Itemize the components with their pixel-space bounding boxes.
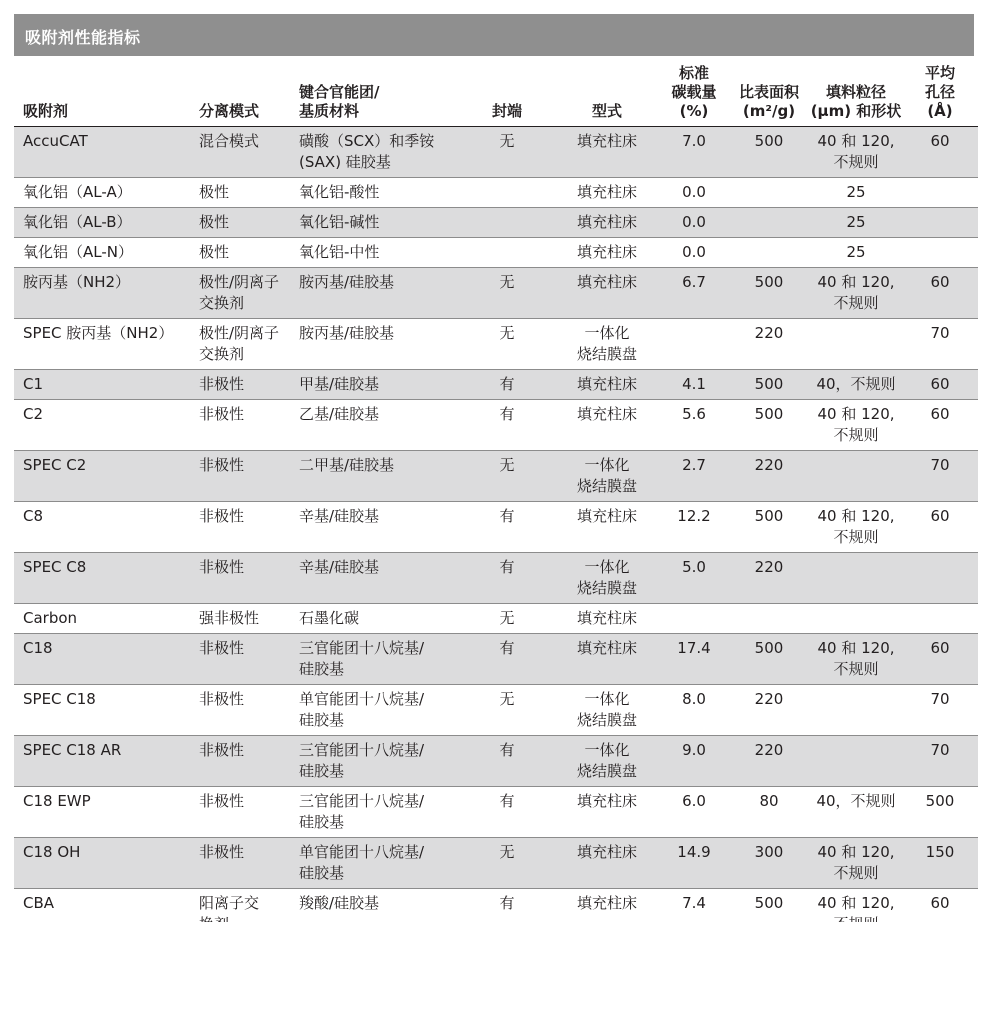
col-separation-mode-cell: 极性/阴离子 交换剂 [190, 319, 290, 370]
col-format-cell: 填充柱床 [554, 634, 660, 685]
col-carbon-load-cell: 6.7 [660, 268, 728, 319]
col-endcapping-cell: 有 [460, 787, 554, 838]
col-carbon-load-header: 标准 碳载量 (%) [660, 62, 728, 127]
col-sorbent-cell: 氧化铝（AL-N） [14, 238, 190, 268]
col-separation-mode-cell: 非极性 [190, 736, 290, 787]
col-particle-size-cell: 40 和 120, 不规则 [810, 127, 902, 178]
col-separation-mode-cell: 非极性 [190, 787, 290, 838]
col-bonded-phase-cell: 三官能团十八烷基/ 硅胶基 [290, 634, 460, 685]
col-carbon-load-cell: 12.2 [660, 502, 728, 553]
col-particle-size-cell: 40 和 120, [810, 889, 902, 940]
col-particle-size-cell: 40 和 120, 不规则 [810, 838, 902, 889]
section-title-bar [14, 14, 974, 56]
col-bonded-phase-cell: 氧化铝-中性 [290, 238, 460, 268]
col-endcapping-cell: 无 [460, 451, 554, 502]
table-row [14, 268, 978, 319]
col-bonded-phase-cell: 胺丙基/硅胶基 [290, 268, 460, 319]
col-sorbent-cell: 氧化铝（AL-B） [14, 208, 190, 238]
col-bonded-phase-cell: 辛基/硅胶基 [290, 502, 460, 553]
table-row [14, 502, 978, 553]
col-pore-size-cell: 70 [902, 685, 978, 736]
table-row [14, 238, 978, 268]
col-format-cell: 填充柱床 [554, 889, 660, 940]
col-pore-size-cell: 60 [902, 634, 978, 685]
col-surface-area-cell [728, 208, 810, 238]
col-pore-size-cell: 500 [902, 787, 978, 838]
col-pore-size-cell: 60 [902, 400, 978, 451]
table-row [14, 634, 978, 685]
col-format-cell: 填充柱床 [554, 208, 660, 238]
col-format-cell: 一体化 烧结膜盘 [554, 553, 660, 604]
col-surface-area-cell [728, 238, 810, 268]
col-endcapping-cell: 有 [460, 400, 554, 451]
col-endcapping-cell: 无 [460, 685, 554, 736]
col-format-cell: 填充柱床 [554, 400, 660, 451]
col-format-cell: 填充柱床 [554, 604, 660, 634]
col-format-cell: 填充柱床 [554, 127, 660, 178]
col-surface-area-cell: 220 [728, 319, 810, 370]
col-surface-area-cell: 500 [728, 370, 810, 400]
col-particle-size-cell: 40 和 120, 不规则 [810, 502, 902, 553]
col-carbon-load-cell: 8.0 [660, 685, 728, 736]
table-row [14, 208, 978, 238]
col-format-cell: 填充柱床 [554, 178, 660, 208]
table-row [14, 685, 978, 736]
col-sorbent-header: 吸附剂 [14, 62, 190, 127]
col-bonded-phase-cell: 三官能团十八烷基/ 硅胶基 [290, 736, 460, 787]
col-surface-area-cell: 220 [728, 685, 810, 736]
col-separation-mode-header: 分离模式 [190, 62, 290, 127]
col-sorbent-cell: C8 [14, 502, 190, 553]
col-particle-size-cell: 25 [810, 238, 902, 268]
col-pore-size-cell [902, 604, 978, 634]
col-sorbent-cell: SPEC C2 [14, 451, 190, 502]
col-sorbent-cell: 氧化铝（AL-A） [14, 178, 190, 208]
col-surface-area-cell: 220 [728, 553, 810, 604]
table-row [14, 838, 978, 889]
col-surface-area-cell: 500 [728, 400, 810, 451]
col-carbon-load-cell: 9.0 [660, 736, 728, 787]
table-row [14, 736, 978, 787]
col-format-cell: 一体化 烧结膜盘 [554, 736, 660, 787]
col-endcapping-cell: 有 [460, 502, 554, 553]
col-particle-size-header: 填料粒径 (µm) 和形状 [810, 62, 902, 127]
table-row [14, 400, 978, 451]
col-separation-mode-cell: 非极性 [190, 502, 290, 553]
col-particle-size-cell: 40，不规则 [810, 787, 902, 838]
col-pore-size-cell: 60 [902, 889, 978, 940]
col-surface-area-cell: 500 [728, 634, 810, 685]
col-sorbent-cell: AccuCAT [14, 127, 190, 178]
col-carbon-load-cell: 0.0 [660, 238, 728, 268]
col-carbon-load-cell: 5.0 [660, 553, 728, 604]
col-bonded-phase-cell: 二甲基/硅胶基 [290, 451, 460, 502]
col-carbon-load-cell: 2.7 [660, 451, 728, 502]
col-bonded-phase-cell: 氧化铝-碱性 [290, 208, 460, 238]
col-particle-size-cell [810, 736, 902, 787]
col-format-cell: 填充柱床 [554, 502, 660, 553]
col-separation-mode-cell: 极性/阴离子 交换剂 [190, 268, 290, 319]
col-pore-size-cell [902, 208, 978, 238]
col-pore-size-cell: 70 [902, 736, 978, 787]
sorbent-spec-table [14, 62, 978, 940]
col-carbon-load-cell: 7.0 [660, 127, 728, 178]
col-separation-mode-cell: 非极性 [190, 370, 290, 400]
col-separation-mode-cell: 混合模式 [190, 127, 290, 178]
table-row [14, 451, 978, 502]
col-particle-size-cell: 40，不规则 [810, 370, 902, 400]
col-surface-area-header: 比表面积 (m²/g) [728, 62, 810, 127]
table-row [14, 370, 978, 400]
col-particle-size-cell [810, 319, 902, 370]
table-row [14, 604, 978, 634]
col-bonded-phase-cell: 辛基/硅胶基 [290, 553, 460, 604]
col-carbon-load-cell: 6.0 [660, 787, 728, 838]
col-carbon-load-cell: 5.6 [660, 400, 728, 451]
col-sorbent-cell: CBA [14, 889, 190, 940]
col-endcapping-cell: 无 [460, 268, 554, 319]
col-particle-size-cell: 40 和 120, 不规则 [810, 400, 902, 451]
col-surface-area-cell: 220 [728, 451, 810, 502]
col-format-cell: 一体化 烧结膜盘 [554, 319, 660, 370]
col-separation-mode-cell: 阳离子交 [190, 889, 290, 940]
col-sorbent-cell: C18 EWP [14, 787, 190, 838]
col-sorbent-cell: SPEC C8 [14, 553, 190, 604]
col-sorbent-cell: SPEC C18 AR [14, 736, 190, 787]
col-carbon-load-cell: 0.0 [660, 208, 728, 238]
col-pore-size-cell [902, 238, 978, 268]
col-bonded-phase-cell: 甲基/硅胶基 [290, 370, 460, 400]
col-surface-area-cell: 300 [728, 838, 810, 889]
section-title: 吸附剂性能指标 [25, 28, 141, 47]
table-row [14, 787, 978, 838]
col-pore-size-cell: 60 [902, 127, 978, 178]
col-bonded-phase-cell: 单官能团十八烷基/ 硅胶基 [290, 838, 460, 889]
col-separation-mode-cell: 强非极性 [190, 604, 290, 634]
col-sorbent-cell: C18 OH [14, 838, 190, 889]
col-format-cell: 填充柱床 [554, 370, 660, 400]
col-pore-size-cell: 60 [902, 502, 978, 553]
col-endcapping-cell: 有 [460, 889, 554, 940]
col-format-header: 型式 [554, 62, 660, 127]
col-particle-size-cell [810, 553, 902, 604]
col-pore-size-header: 平均 孔径 (Å) [902, 62, 978, 127]
col-format-cell: 填充柱床 [554, 787, 660, 838]
col-pore-size-cell: 150 [902, 838, 978, 889]
col-endcapping-cell: 有 [460, 736, 554, 787]
col-endcapping-cell: 无 [460, 319, 554, 370]
col-particle-size-cell [810, 604, 902, 634]
col-format-cell: 填充柱床 [554, 838, 660, 889]
col-surface-area-cell: 500 [728, 889, 810, 940]
col-bonded-phase-cell: 氧化铝-酸性 [290, 178, 460, 208]
col-bonded-phase-cell: 胺丙基/硅胶基 [290, 319, 460, 370]
col-endcapping-header: 封端 [460, 62, 554, 127]
col-bonded-phase-cell: 乙基/硅胶基 [290, 400, 460, 451]
col-sorbent-cell: SPEC 胺丙基（NH2） [14, 319, 190, 370]
col-separation-mode-cell: 极性 [190, 208, 290, 238]
col-particle-size-cell: 40 和 120, 不规则 [810, 268, 902, 319]
col-carbon-load-cell [660, 604, 728, 634]
col-separation-mode-cell: 非极性 [190, 685, 290, 736]
col-endcapping-cell [460, 178, 554, 208]
col-pore-size-cell: 60 [902, 370, 978, 400]
col-bonded-phase-header: 键合官能团/ 基质材料 [290, 62, 460, 127]
col-sorbent-cell: C18 [14, 634, 190, 685]
col-endcapping-cell: 无 [460, 604, 554, 634]
col-sorbent-cell: 胺丙基（NH2） [14, 268, 190, 319]
col-surface-area-cell [728, 178, 810, 208]
col-surface-area-cell: 500 [728, 502, 810, 553]
col-particle-size-cell [810, 451, 902, 502]
col-endcapping-cell: 无 [460, 127, 554, 178]
col-surface-area-cell: 220 [728, 736, 810, 787]
col-sorbent-cell: C1 [14, 370, 190, 400]
col-carbon-load-cell: 0.0 [660, 178, 728, 208]
col-endcapping-cell: 有 [460, 370, 554, 400]
col-particle-size-cell: 25 [810, 208, 902, 238]
col-surface-area-cell: 80 [728, 787, 810, 838]
col-sorbent-cell: Carbon [14, 604, 190, 634]
col-particle-size-cell: 25 [810, 178, 902, 208]
table-header-row [14, 62, 978, 127]
col-sorbent-cell: SPEC C18 [14, 685, 190, 736]
col-separation-mode-cell: 极性 [190, 178, 290, 208]
col-endcapping-cell: 无 [460, 838, 554, 889]
table-row [14, 319, 978, 370]
col-pore-size-cell: 70 [902, 451, 978, 502]
col-endcapping-cell [460, 208, 554, 238]
col-endcapping-cell [460, 238, 554, 268]
col-pore-size-cell [902, 178, 978, 208]
col-bonded-phase-cell: 三官能团十八烷基/ 硅胶基 [290, 787, 460, 838]
table-body [14, 127, 978, 940]
col-carbon-load-cell: 7.4 [660, 889, 728, 940]
col-carbon-load-cell: 17.4 [660, 634, 728, 685]
col-carbon-load-cell: 4.1 [660, 370, 728, 400]
col-format-cell: 填充柱床 [554, 238, 660, 268]
col-carbon-load-cell [660, 319, 728, 370]
col-pore-size-cell [902, 553, 978, 604]
col-bonded-phase-cell: 单官能团十八烷基/ 硅胶基 [290, 685, 460, 736]
col-carbon-load-cell: 14.9 [660, 838, 728, 889]
col-bonded-phase-cell: 磺酸（SCX）和季铵 (SAX) 硅胶基 [290, 127, 460, 178]
table-row [14, 178, 978, 208]
col-particle-size-cell: 40 和 120, 不规则 [810, 634, 902, 685]
col-bonded-phase-cell: 羧酸/硅胶基 [290, 889, 460, 940]
col-separation-mode-cell: 非极性 [190, 553, 290, 604]
col-separation-mode-cell: 非极性 [190, 451, 290, 502]
col-endcapping-cell: 有 [460, 553, 554, 604]
col-sorbent-cell: C2 [14, 400, 190, 451]
table-row [14, 553, 978, 604]
col-separation-mode-cell: 极性 [190, 238, 290, 268]
col-pore-size-cell: 70 [902, 319, 978, 370]
col-pore-size-cell: 60 [902, 268, 978, 319]
col-surface-area-cell: 500 [728, 127, 810, 178]
col-separation-mode-cell: 非极性 [190, 634, 290, 685]
page-bottom-margin [0, 922, 995, 1019]
col-separation-mode-cell: 非极性 [190, 400, 290, 451]
col-separation-mode-cell: 非极性 [190, 838, 290, 889]
col-surface-area-cell: 500 [728, 268, 810, 319]
col-particle-size-cell [810, 685, 902, 736]
col-surface-area-cell [728, 604, 810, 634]
col-endcapping-cell: 有 [460, 634, 554, 685]
col-format-cell: 一体化 烧结膜盘 [554, 451, 660, 502]
table-row [14, 127, 978, 178]
col-format-cell: 填充柱床 [554, 268, 660, 319]
col-bonded-phase-cell: 石墨化碳 [290, 604, 460, 634]
col-format-cell: 一体化 烧结膜盘 [554, 685, 660, 736]
